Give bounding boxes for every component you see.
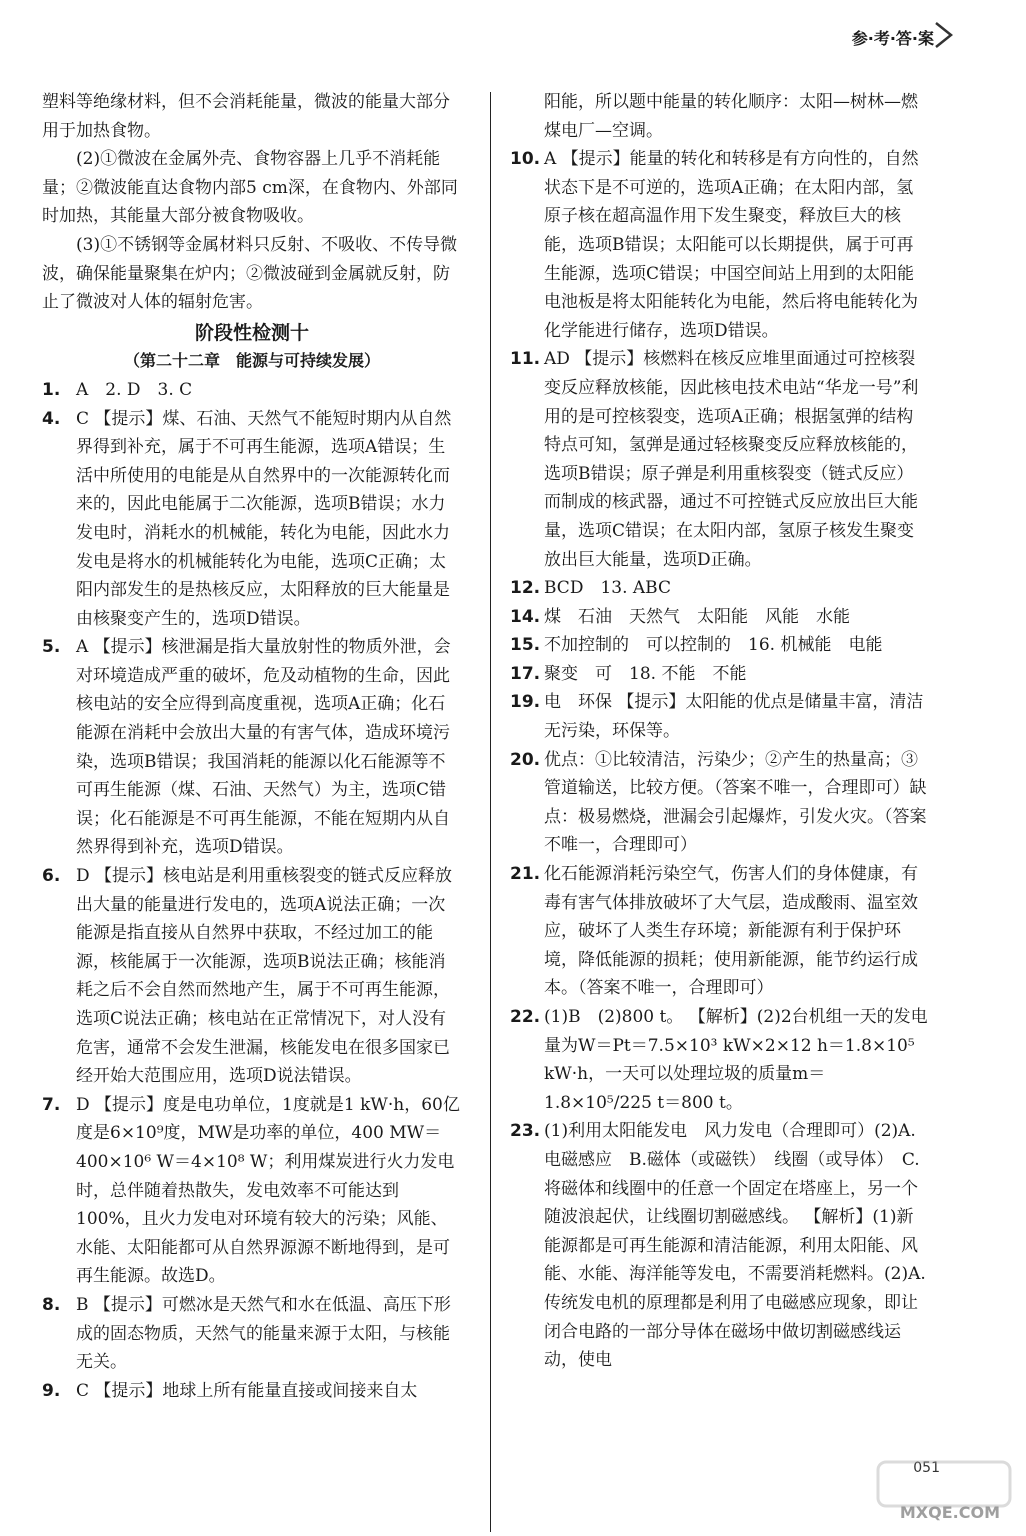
page-number: 051 xyxy=(913,1460,940,1476)
item-text: 煤 石油 天然气 太阳能 风能 水能 xyxy=(544,606,850,627)
item-number: 22. xyxy=(510,1007,541,1027)
item-number: 8. xyxy=(42,1294,61,1315)
answer-item xyxy=(42,633,462,862)
item-text: (1)B (2)800 t。 【解析】(2)2台机组一天的发电量为W＝Pt＝7.5×10³ kW×2×12 h＝1.8×10⁵ kW·h，一天可以处理垃圾的质量m＝1.8×10⁵/225 t＝800 t。 xyxy=(544,1007,928,1113)
answer-part-2: (2)①微波在金属外壳、食物容器上几乎不消耗能量；②微波能直达食物内部5 cm深，在食物内、外部同时加热，其能量大部分被食物吸收。 xyxy=(42,149,458,227)
item-number: 6. xyxy=(42,866,61,887)
answer-part-3: (3)①不锈钢等金属材料只反射、不吸收、不传导微波，确保能量聚集在炉内；②微波碰到金属就反射，防止了微波对人体的辐射危害。 xyxy=(42,234,458,313)
item-text: B 【提示】可燃冰是天然气和水在低温、高压下形成的固态物质，天然气的能量来源于太阳，与核能无关。 xyxy=(76,1294,451,1373)
answer-item xyxy=(510,574,930,603)
answer-item xyxy=(510,1003,930,1117)
item-number: 11. xyxy=(510,349,541,370)
item-text: BCD 13. ABC xyxy=(544,578,671,599)
item-text: 不加控制的 可以控制的 16. 机械能 电能 xyxy=(544,635,883,656)
item-text: (1)利用太阳能发电 风力发电（合理即可）(2)A.电磁感应 B.磁体（或磁铁） 线圈（或导体） C.将磁体和线圈中的任意一个固定在塔座上，另一个随波浪起伏，让线圈切割磁感线。 【解析】(1)新能源都是可再生能源和清洁能源，利用太阳能、风能、水能、海洋能等发电，不需要消耗燃料。(2)A.传统发电机的原理都是利用了电磁感应现象，即让闭合电路的一部分导体在磁场中做切割磁感线运动，使电 xyxy=(544,1121,926,1371)
item-text: D 【提示】核电站是利用重核裂变的链式反应释放出大量的能量进行发电的，选项A说法正确；一次能源是指直接从自然界中获取，不经过加工的能源，核能属于一次能源，选项B说法正确；核能消耗之后不会自然而然地产生，属于不可再生能源，选项C说法正确；核电站在正常情况下，对人没有危害，通常不会发生泄漏，核能发电在很多国家已经开始大范围应用，选项D说法错误。 xyxy=(76,866,453,1087)
watermark-text: MXQE.COM xyxy=(899,1503,1000,1522)
item-number: 4. xyxy=(42,408,61,429)
item-text: AD 【提示】核燃料在核反应堆里面通过可控核裂变反应释放核能，因此核电技术电站“华龙一号”利用的是可控核裂变，选项A正确；根据氢弹的结构特点可知，氢弹是通过轻核聚变反应释放核能的，选项B错误；原子弹是利用重核裂变（链式反应）而制成的核武器，通过不可控链式反应放出巨大能量，选项C错误；在太阳内部，氢原子核发生聚变放出巨大能量，选项D正确。 xyxy=(544,349,919,570)
answer-item xyxy=(510,660,930,689)
item-text: A 【提示】核泄漏是指大量放射性的物质外泄，会对环境造成严重的破坏，危及动植物的生命，因此核电站的安全应得到高度重视，选项A正确；化石能源在消耗中会放出大量的有害气体，造成环境污染，选项B错误；我国消耗的能源以化石能源等不可再生能源（煤、石油、天然气）为主，选项C错误；化石能源是不可再生能源，不能在短期内从自然界得到补充，选项D错误。 xyxy=(76,637,451,858)
section-title: 阶段性检测十 xyxy=(194,321,309,344)
answer-item xyxy=(510,145,930,345)
item-text: D 【提示】度是电功单位，1度就是1 kW·h，60亿度是6×10⁹度，MW是功率的单位，400 MW＝400×10⁶ W＝4×10⁸ W；利用煤炭进行火力发电时，总伴随着热散失，发电效率不可能达到100%，且火力发电对环境有较大的污染；风能、水能、太阳能都可从自然界源源不断地得到，是可再生能源。故选D。 xyxy=(76,1094,460,1287)
answer-continued: 阳能，所以题中能量的转化顺序：太阳—树林—燃煤电厂—空调。 xyxy=(544,92,918,141)
item-text: C 【提示】煤、石油、天然气不能短时期内从自然界得到补充，属于不可再生能源，选项A错误；生活中所使用的电能是从自然界中的一次能源转化而来的，因此电能属于二次能源，选项B错误；水力发电时，消耗水的机械能，转化为电能，因此水力发电是将水的机械能转化为电能，选项C正确；太阳内部发生的是热核反应，太阳释放的巨大能量是由核聚变产生的，选项D错误。 xyxy=(76,408,452,629)
answer-item xyxy=(42,1291,462,1377)
item-number: 1. xyxy=(42,379,61,400)
item-text: 优点：①比较清洁，污染少；②产生的热量高；③管道输送，比较方便。（答案不唯一，合理即可）缺点：极易燃烧，泄漏会引起爆炸，引发火灾。（答案不唯一，合理即可） xyxy=(544,749,927,856)
answer-item xyxy=(510,746,930,860)
answer-item xyxy=(42,376,462,405)
item-text: 聚变 可 18. 不能 不能 xyxy=(544,663,747,684)
answer-item xyxy=(42,862,462,1091)
item-text: C 【提示】地球上所有能量直接或间接来自太 xyxy=(76,1380,418,1401)
answer-item xyxy=(42,1091,462,1291)
item-number: 15. xyxy=(510,635,541,656)
item-number: 9. xyxy=(42,1380,61,1401)
item-number: 21. xyxy=(510,864,541,885)
answer-item xyxy=(510,603,930,632)
right-column xyxy=(510,88,930,1375)
header-label: 参·考·答·案 xyxy=(851,29,934,48)
item-text: A 2. D 3. C xyxy=(76,379,193,400)
item-number: 5. xyxy=(42,637,61,658)
item-number: 20. xyxy=(510,749,541,770)
column-divider xyxy=(490,92,491,1532)
answer-item xyxy=(510,345,930,574)
item-number: 19. xyxy=(510,692,541,713)
item-number: 23. xyxy=(510,1121,541,1142)
item-number: 12. xyxy=(510,578,541,599)
item-number: 14. xyxy=(510,606,541,627)
item-text: 化石能源消耗污染空气，伤害人们的身体健康，有毒有害气体排放破坏了大气层，造成酸雨、温室效应，破坏了人类生存环境；新能源有利于保护环境，降低能源的损耗；使用新能源，能节约运行成本。（答案不唯一，合理即可） xyxy=(544,864,918,999)
item-number: 7. xyxy=(42,1094,61,1115)
answer-item xyxy=(510,1117,930,1374)
item-text: 电 环保 【提示】太阳能的优点是储量丰富，清洁无污染，环保等。 xyxy=(544,692,924,742)
left-column xyxy=(42,88,462,1405)
chevron-right-icon xyxy=(932,20,956,50)
section-subtitle: （第二十二章 能源与可持续发展） xyxy=(123,351,380,371)
answer-item xyxy=(42,1377,462,1406)
answer-continued: 塑料等绝缘材料，但不会消耗能量，微波的能量大部分用于加热食物。 xyxy=(42,92,450,141)
item-number: 17. xyxy=(510,663,541,684)
item-text: A 【提示】能量的转化和转移是有方向性的，自然状态下是不可逆的，选项A正确；在太阳内部，氢原子核在超高温作用下发生聚变，释放巨大的核能，选项B错误；太阳能可以长期提供，属于可再生能源，选项C错误；中国空间站上用到的太阳能电池板是将太阳能转化为电能，然后将电能转化为化学能进行储存，选项D错误。 xyxy=(544,149,919,341)
answer-item xyxy=(510,688,930,745)
answer-item xyxy=(42,405,462,634)
item-number: 10. xyxy=(510,149,541,170)
answer-item xyxy=(510,631,930,660)
answer-item xyxy=(510,860,930,1003)
